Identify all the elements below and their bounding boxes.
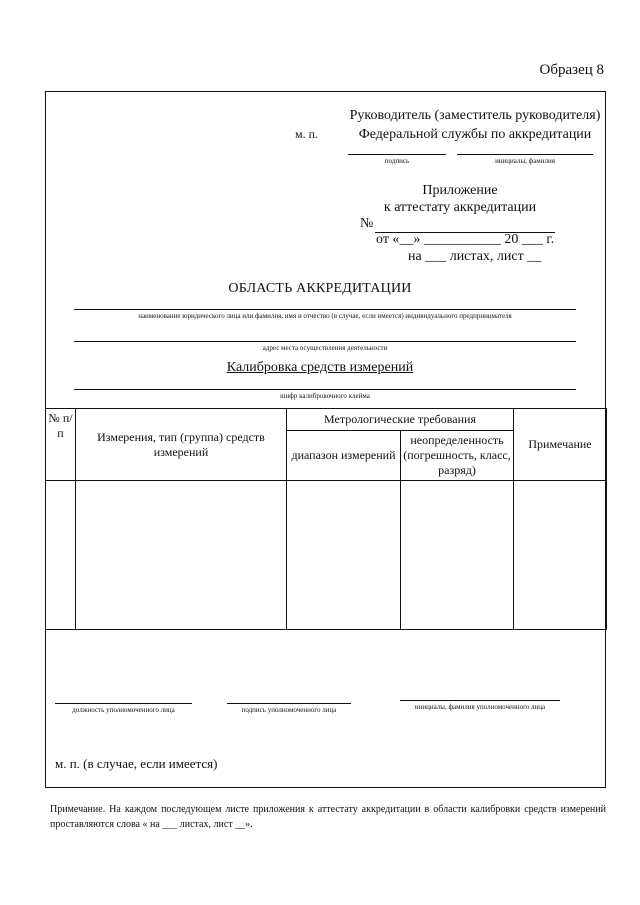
table-cell (287, 481, 401, 630)
head-title-line1: Руководитель (заместитель руководителя) (349, 108, 601, 123)
annex-number-label: № (360, 216, 374, 231)
stamp-place-bottom: м. п. (в случае, если имеется) (55, 756, 218, 771)
initials-caption: инициалы, фамилия (495, 157, 555, 165)
table-cell (514, 481, 607, 630)
annex-title: Приложение (422, 183, 498, 198)
cipher-line (74, 389, 576, 390)
stamp-place-top: м. п. (295, 127, 319, 141)
col-header-metrology: Метрологические требования (287, 409, 514, 431)
signature-auth-caption: подпись уполномоченного лица (241, 706, 337, 714)
signature-caption: подпись (384, 157, 410, 165)
footnote: Примечание. На каждом последующем листе приложения к аттестату аккредитации в области калибровки средств измерений проставляются слова « на ___ листах, лист __». (50, 804, 606, 830)
table-cell (46, 481, 76, 630)
sample-label: Образец 8 (539, 62, 604, 78)
calibration-title: Калибровка средств измерений (226, 360, 414, 375)
annex-sheets-line: на ___ листах, лист __ (408, 249, 542, 264)
accreditation-table (45, 408, 607, 630)
cipher-caption: шифр калибровочного клейма (280, 392, 370, 400)
table-cell (76, 481, 287, 630)
annex-date-line: от «__» ___________ 20 ___ г. (376, 232, 555, 247)
initials-auth-line (400, 700, 560, 701)
initials-auth-caption: инициалы, фамилия уполномоченного лица (414, 703, 546, 711)
signature-auth-line (227, 703, 351, 704)
table-cell (401, 481, 514, 630)
col-header-note: Примечание (514, 409, 607, 481)
address-line (74, 341, 576, 342)
position-caption: должность уполномоченного лица (72, 706, 175, 714)
address-caption: адрес места осуществления деятельности (262, 344, 388, 352)
col-header-range: диапазон измерений (287, 431, 401, 481)
position-line (55, 703, 192, 704)
col-header-number: № п/п (46, 409, 76, 481)
annex-subtitle: к аттестату аккредитации (383, 200, 537, 215)
area-title: ОБЛАСТЬ АККРЕДИТАЦИИ (228, 281, 412, 296)
entity-name-line (74, 309, 576, 310)
col-header-uncertainty: неопределенность (погрешность, класс, разряд) (401, 431, 514, 481)
entity-name-caption: наименование юридического лица или фамилия, имя и отчество (в случае, если имеется) индивидуального предпринимателя (138, 312, 512, 320)
col-header-measurements: Измерения, тип (группа) средств измерений (76, 409, 287, 481)
head-title-line2: Федеральной службы по аккредитации (358, 127, 592, 142)
initials-line (457, 154, 593, 155)
signature-line (348, 154, 446, 155)
